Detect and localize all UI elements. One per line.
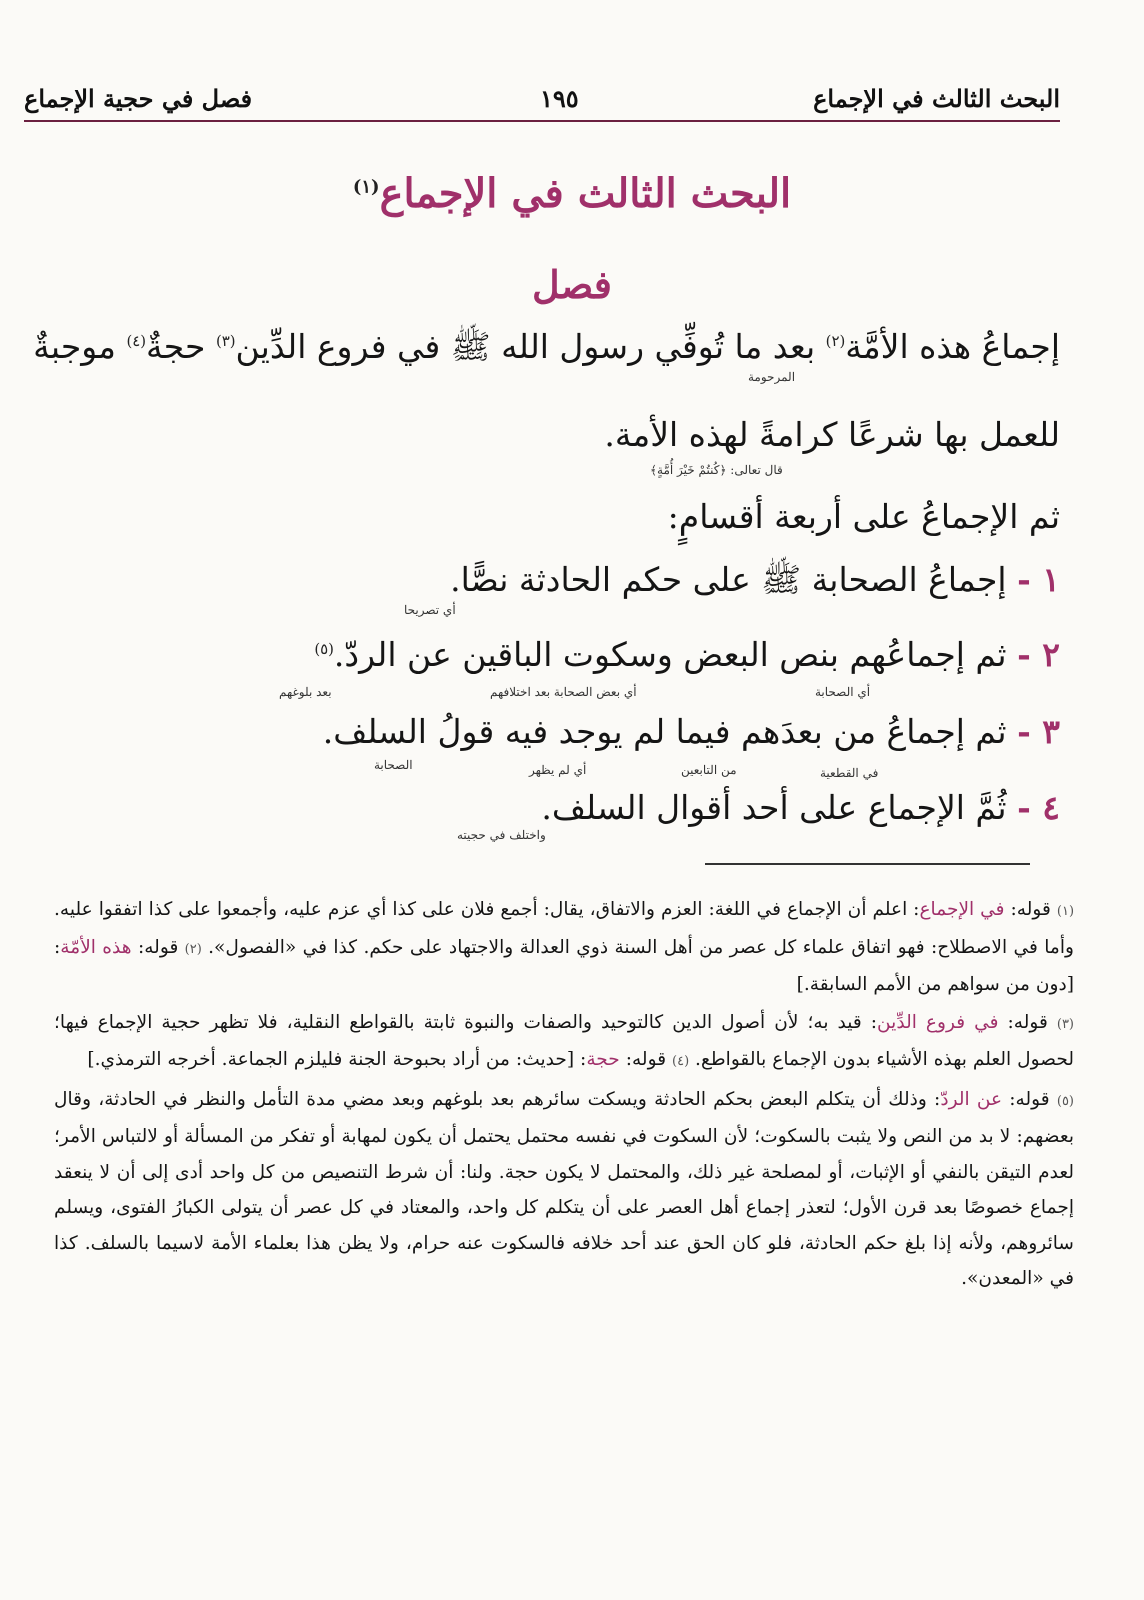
footnote-text: : وذلك أن يتكلم البعض بحكم الحادثة ويسكت سائرهم بعد بلوغهم وبعد مضي مدة التأمل والنظر في الحادثة، وقال بعضهم: لا بد من النص ولا يثبت بالسكوت؛ لأن السكوت في نفسه محتمل يحتمل أن يكون لمهابة أو تفكر من المسألة أو لالتباس الأمر؛ لعدم التيقن بالنفي أو الإثبات، أو لمصلحة غير ذلك، والمحتمل لا يكون حجة. ولنا: أن شرط التنصيص من كل واحد أدى إلى أن لا ينعقد إجماع خصوصًا بعد قرن الأول؛ لتعذر إجماع أهل العصر على أن يتكلم كل واحد، والمعتاد في كل عصر أن يتولى الكبارُ الفتوى، ويسلم سائروهم، ولأنه إذا بلغ حكم الحادثة، فلو كان الحق عند أحد خلافه فالسكوت عنه حرام، ولا يظن هذا بعلماء الأمة لاسيما بالسلف. كذا في «المعدن».: [54, 1088, 1074, 1289]
footnote-text: : [حديث: من أراد بحبوحة الجنة فليلزم الجماعة. أخرجه الترمذي.]: [87, 1049, 587, 1070]
footnote-label: (٣): [1056, 1016, 1074, 1032]
footnote-ref-1: (١): [352, 176, 380, 198]
list-item: [541, 788, 1060, 827]
gloss-ba3d-bulughihim: بعد بلوغهم: [279, 685, 332, 699]
list-item-number: ٢ -: [1017, 635, 1060, 674]
main-text-segment: حجةٌ: [146, 327, 206, 366]
footnote-ref-4: (٤): [126, 332, 147, 350]
footnote-separator: [705, 863, 1030, 865]
gloss-marhuma: المرحومة: [748, 370, 796, 384]
footnote-label: (٢): [184, 941, 202, 957]
gloss-ay-lam-yazhar: أي لم يظهر: [529, 763, 587, 777]
gloss-ikhtulif: واختلف في حجيته: [457, 828, 546, 842]
list-item-text: ثُمَّ الإجماع على أحد أقوال السلف.: [541, 788, 1007, 827]
page-number: ١٩٥: [540, 84, 579, 113]
gloss-kuntum: قال تعالى: ﴿كُنتُمْ خَيْرَ أُمَّةٍ﴾: [650, 463, 783, 477]
main-text-line-1: [33, 327, 1060, 375]
footnote-lemma: هذه الأمّة: [60, 936, 132, 958]
footnote-text: : [دون من سواهم من الأمم السابقة.]: [54, 936, 1074, 995]
footnote-text: قوله:: [1004, 899, 1057, 920]
main-text-segment: بعد ما تُوفِّي رسول الله ﷺ في فروع الدِّين: [235, 327, 816, 366]
running-header-left: فصل في حجية الإجماع: [24, 84, 253, 113]
chapter-title: [0, 170, 1144, 217]
list-item: [323, 712, 1060, 751]
header-rule: [24, 120, 1060, 122]
footnote-text: قوله:: [998, 1011, 1057, 1033]
gloss-min-altabiin: من التابعين: [681, 763, 737, 777]
main-text-segment: موجبةٌ: [33, 327, 116, 366]
chapter-title-text: البحث الثالث في الإجماع: [379, 170, 792, 217]
section-title: فصل: [532, 262, 612, 307]
gloss-fi-alqatiyya: في القطعية: [820, 766, 879, 780]
footnote-paragraph: [54, 892, 1074, 1003]
footnote-label: (٥): [1056, 1093, 1074, 1109]
main-text-line-2: للعمل بها شرعًا كرامةً لهذه الأمة.: [604, 415, 1060, 454]
list-item-number: ٣ -: [1017, 712, 1060, 751]
main-text-segment: إجماعُ هذه الأمَّة: [845, 327, 1060, 366]
gloss-ay-alsahaba: أي الصحابة: [815, 685, 871, 699]
footnote-lemma: في الإجماع: [919, 899, 1005, 920]
footnote-label: (٤): [672, 1054, 690, 1069]
footnote-ref-3: (٣): [215, 332, 236, 350]
gloss-ba3d-alsahaba: أي بعض الصحابة بعد اختلافهم: [490, 685, 637, 699]
list-item-number: ٤ -: [1017, 788, 1060, 827]
footnote-text: : قيد به؛ لأن أصول الدين كالتوحيد والصفات والنبوة ثابتة بالقواطع النقلية، فلا تظهر حجية الإجماع فيها؛ لحصول العلم بهذه الأشياء بدون الإجماع بالقواطع.: [54, 1011, 1074, 1070]
list-item-number: ١ -: [1017, 560, 1060, 599]
list-item-text: ثم إجماعُ من بعدَهم فيما لم يوجد فيه قولُ السلف.: [322, 712, 1007, 751]
list-item: [314, 635, 1060, 674]
list-item: [450, 560, 1060, 608]
footnote-ref-2: (٢): [825, 332, 846, 350]
main-text-line-3: ثم الإجماعُ على أربعة أقسامٍ:: [667, 497, 1060, 536]
footnote-text: قوله:: [619, 1049, 672, 1070]
footnote-lemma: في فروع الدِّين: [877, 1011, 999, 1033]
footnote-text: : اعلم أن الإجماع في اللغة: العزم والاتفاق، يقال: أجمع فلان على كذا أي عزم عليه، وأجمعوا على كذا اتفقوا عليه. وأما في الاصطلاح: فهو اتفاق علماء كل عصر من أهل السنة ذوي العدالة والاجتهاد على حكم. كذا في «الفصول».: [54, 899, 1074, 958]
list-item-text: إجماعُ الصحابة ﷺ على حكم الحادثة نصًّا.: [450, 560, 1007, 599]
footnote-label: (١): [1056, 904, 1075, 919]
footnote-text: قوله:: [131, 936, 185, 958]
gloss-tasrihan: أي تصريحا: [404, 603, 456, 617]
footnotes: [54, 892, 1074, 1299]
footnote-lemma: عن الردّ: [940, 1088, 1003, 1110]
footnote-text: قوله:: [1002, 1088, 1057, 1110]
footnote-lemma: حجة: [586, 1049, 620, 1070]
running-header-right: البحث الثالث في الإجماع: [813, 84, 1060, 113]
list-item-text: ثم إجماعُهم بنص البعض وسكوت الباقين عن الردّ.: [333, 635, 1007, 674]
footnote-paragraph: [54, 1005, 1074, 1080]
footnote-paragraph: [54, 1082, 1074, 1297]
footnote-ref-5: (٥): [314, 640, 334, 658]
gloss-alsahaba: الصحابة: [374, 758, 413, 772]
